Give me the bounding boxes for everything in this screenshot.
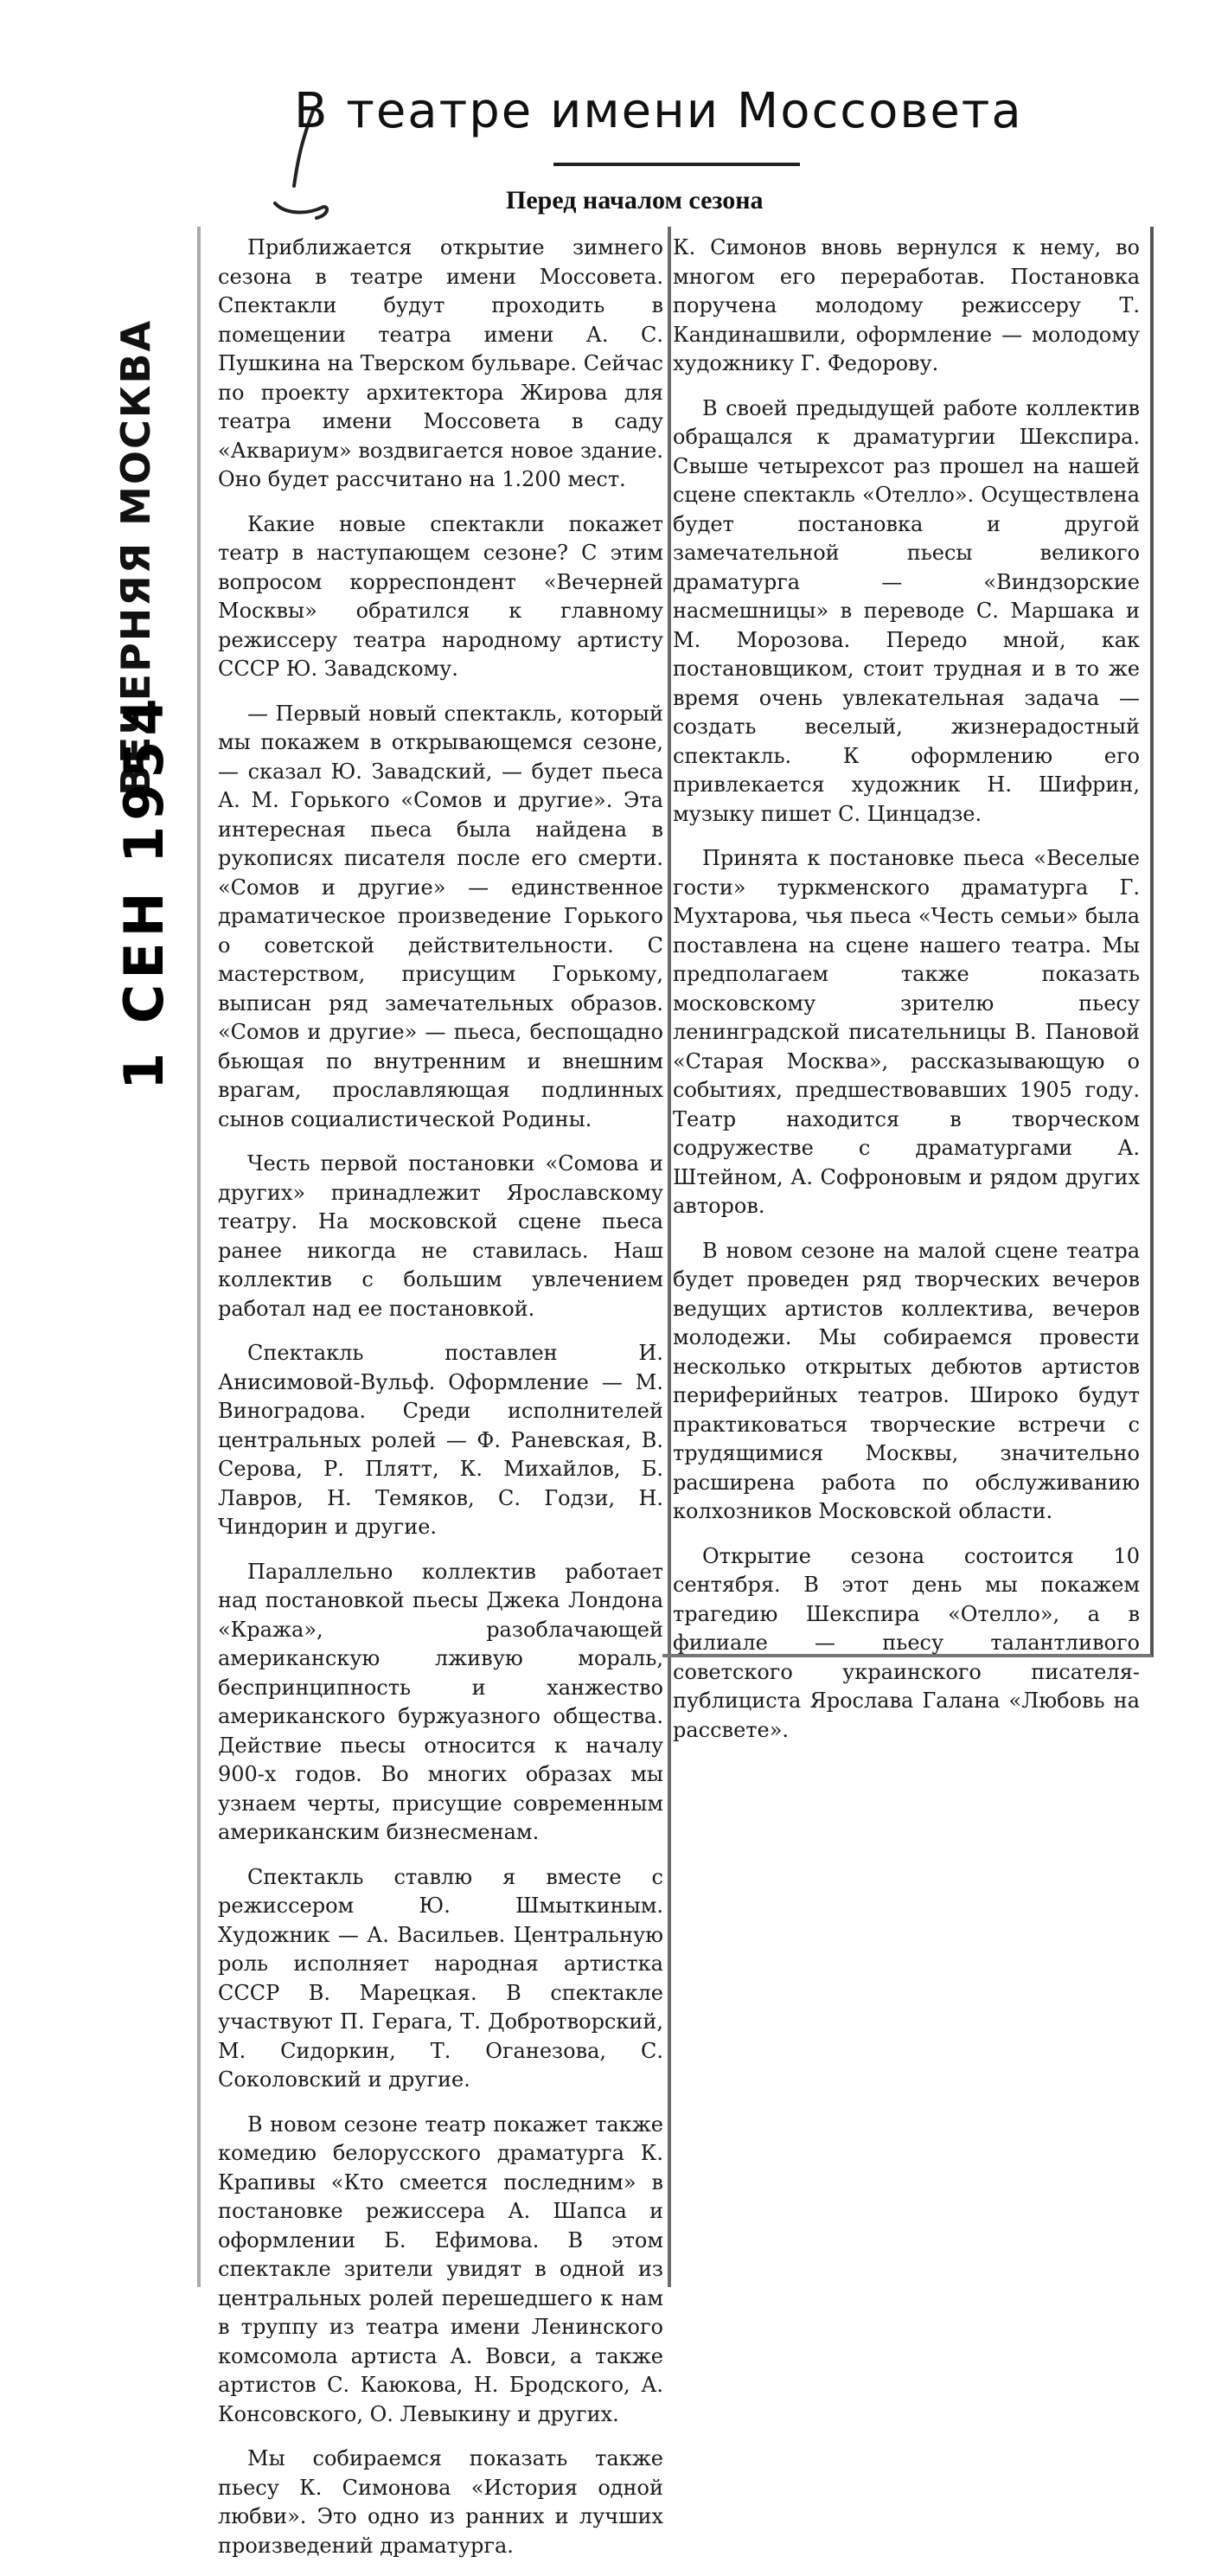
paragraph: Приближается открытие зимнего сезона в театре имени Моссовета. Спектакли будут проходить в помещении театра имени А. С. Пушкина на Тверском бульваре. Сейчас по проекту архитектора Жирова для театра имени Моссовета в саду «Аквариум» воздвигается новое здание. Оно будет рассчитано на 1.200 мест. bbox=[218, 235, 663, 491]
paragraph: В своей предыдущей работе коллектив обращался к драматургии Шекспира. Свыше четырехсот раз прошел на нашей сцене спектакль «Отелло». Осуществлена будет постановка и другой замечательной пьесы великого драматурга — «Виндзорские насмешницы» в переводе С. Маршака и М. Морозова. Передо мной, как постановщиком, стоит трудная и в то же время очень увлекательная задача — создать веселый, жизнерадостный спектакль. К оформлению его привлекается художник Н. Шифрин, музыку пишет С. Цинцадзе. bbox=[673, 395, 1140, 826]
paragraph: В новом сезоне на малой сцене театра будет проведен ряд творческих вечеров ведущих артистов коллектива, вечеров молодежи. Мы собираемся провести несколько открытых дебютов артистов периферийных театров. Широко будут практиковаться творческие встречи с трудящимися Москвы, значительно расширена работа по обслуживанию колхозников Московской области. bbox=[673, 1238, 1140, 1523]
right-column bbox=[673, 234, 1140, 1760]
newspaper-stamp: ВЕЧЕРНЯЯ МОСКВА bbox=[112, 318, 159, 796]
paragraph: В новом сезоне театр покажет также комедию белорусского драматурга К. Крапивы «Кто смеется последним» в постановке режиссера А. Шапса и оформлении Б. Ефимова. В этом спектакле зрители увидят в одной из центральных ролей перешедшего к нам в труппу из театра имени Ленинского комсомола артиста А. Вовси, а также артистов С. Каюкова, Н. Бродского, А. Консовского, О. Левыкину и других. bbox=[218, 2111, 663, 2426]
date-stamp: 1 СЕН 1954 bbox=[112, 693, 176, 1090]
paragraph: Параллельно коллектив работает над постановкой пьесы Джека Лондона «Кража», разоблачающей американскую лживую мораль, беспринципность и ханжество американского буржуазного общества. Действие пьесы относится к началу 900-х годов. Во многих образах мы узнаем черты, присущие современным американским бизнесменам. bbox=[218, 1559, 663, 1844]
paragraph: Честь первой постановки «Сомова и других» принадлежит Ярославскому театру. На московской сцене пьеса ранее никогда не ставилась. Наш коллектив с большим увлечением работал над ее постановкой. bbox=[218, 1151, 663, 1321]
paragraph: Спектакль ставлю я вместе с режиссером Ю. Шмыткиным. Художник — А. Васильев. Центральную роль исполняет народная артистка СССР В. Марецкая. В спектакле участвуют П. Герага, Т. Добротворский, М. Сидоркин, Т. Оганезова, С. Соколовский и другие. bbox=[218, 1864, 663, 2092]
paragraph: Спектакль поставлен И. Анисимовой-Вульф. Оформление — М. Виноградова. Среди исполнителей центральных ролей — Ф. Раневская, В. Серова, Р. Плятт, К. Михайлов, Б. Лавров, Н. Темяков, С. Годзи, Н. Чиндорин и другие. bbox=[218, 1341, 663, 1539]
paragraph: Открытие сезона состоится 10 сентября. В этот день мы покажем трагедию Шекспира «Отелло», а в филиале — пьесу талантливого советского украинского писателя-публициста Ярослава Галана «Любовь на рассвете». bbox=[673, 1543, 1140, 1742]
paragraph: Принята к постановке пьеса «Веселые гости» туркменского драматурга Г. Мухтарова, чья пьеса «Честь семьи» была поставлена на сцене нашего театра. Мы предполагаем также показать московскому зрителю пьесу ленинградской писательницы В. Пановой «Старая Москва», рассказывающую о событиях, предшествовавших 1905 году. Театр находится в творческом содружестве с драматургами А. Штейном, А. Софроновым и рядом других авторов. bbox=[673, 846, 1140, 1218]
paragraph: К. Симонов вновь вернулся к нему, во многом его переработав. Постановка поручена молодому режиссеру Т. Кандинашвили, оформление — молодому художнику Г. Федорову. bbox=[673, 235, 1140, 375]
article-subtitle: Перед началом сезона bbox=[506, 186, 764, 215]
paragraph: Какие новые спектакли покажет театр в наступающем сезоне? С этим вопросом корреспондент «Вечерней Москвы» обратился к главному режиссеру театра народному артисту СССР Ю. Завадскому. bbox=[218, 511, 663, 681]
left-column bbox=[218, 234, 663, 2576]
paragraph: Мы собираемся показать также пьесу К. Симонова «История одной любви». Это одно из ранних и лучших произведений драматурга. bbox=[218, 2446, 663, 2558]
article-title: В театре имени Моссовета bbox=[294, 83, 1023, 139]
title-underline bbox=[553, 163, 800, 166]
paragraph: — Первый новый спектакль, который мы покажем в открывающемся сезоне, — сказал Ю. Завадский, — будет пьеса А. М. Горького «Сомов и другие». Эта интересная пьеса была найдена в рукописях писателя после его смерти. «Сомов и другие» — единственное драматическое произведение Горького о советской действительности. С мастерством, присущим Горькому, выписан ряд замечательных образов. «Сомов и другие» — пьеса, беспощадно бьющая по внутренним и внешним врагам, прославляющая подлинных сынов социалистической Родины. bbox=[218, 701, 663, 1131]
